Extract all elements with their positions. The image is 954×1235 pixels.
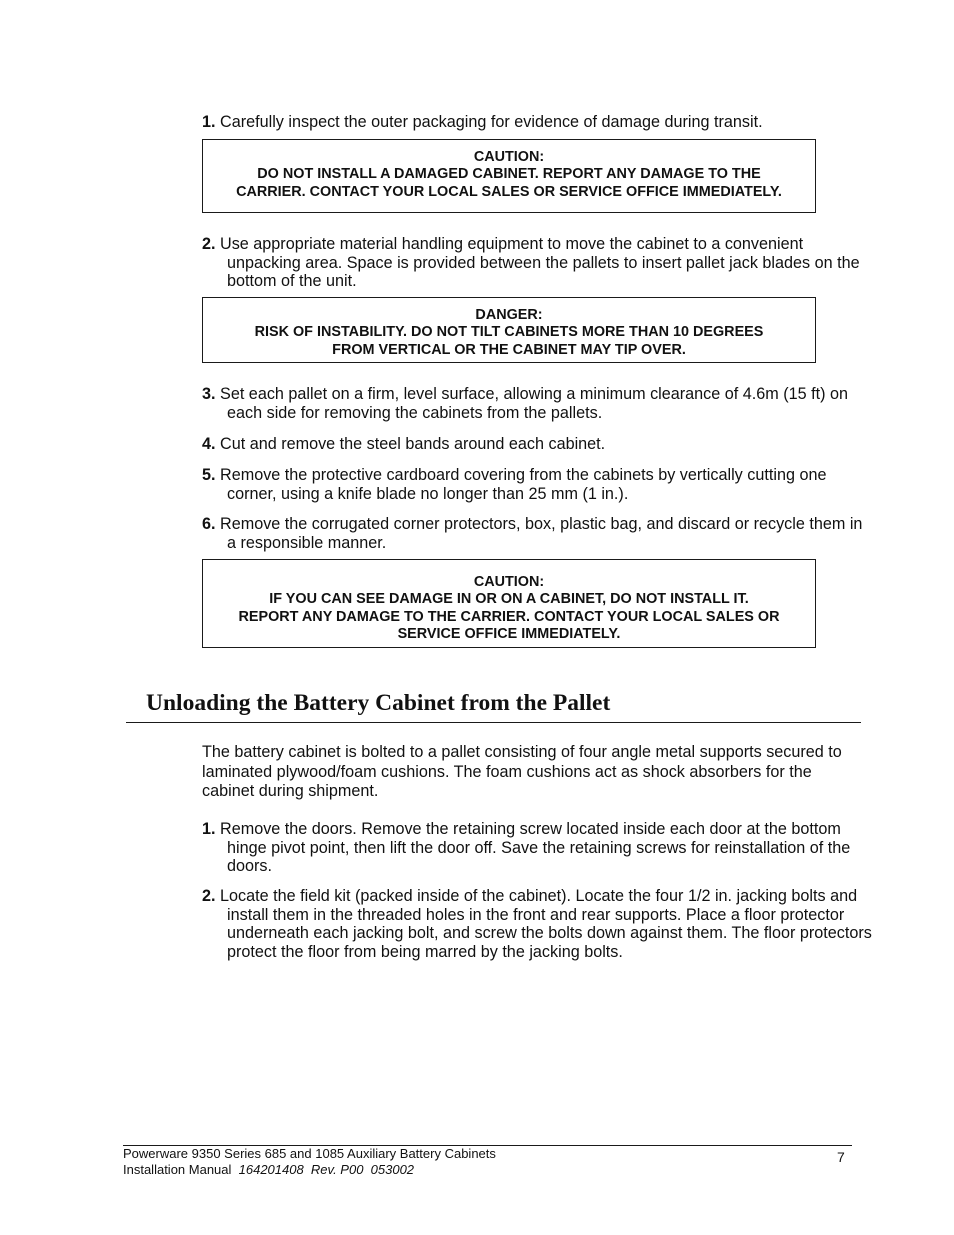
caution-line: CARRIER. CONTACT YOUR LOCAL SALES OR SERVICE OFFICE IMMEDIATELY. (236, 183, 782, 200)
page-number: 7 (837, 1149, 845, 1165)
caution-line: DO NOT INSTALL A DAMAGED CABINET. REPORT ANY DAMAGE TO THE (257, 166, 761, 183)
step-1 (202, 113, 872, 132)
step-4 (202, 435, 872, 454)
step-2 (202, 235, 872, 291)
footer-title: Powerware 9350 Series 685 and 1085 Auxiliary Battery Cabinets (123, 1146, 496, 1161)
danger-title: DANGER: (475, 307, 543, 323)
step-number: 1. (202, 820, 216, 838)
footer-doc-info (123, 1162, 496, 1178)
step-number: 2. (202, 887, 216, 905)
step-text: Locate the field kit (packed inside of the cabinet). Locate the four 1/2 in. jacking bolts and install them in the threaded holes in the front and rear supports. Place a floor protector underneath each jacking bolt, and screw the bolts down against them. The floor protectors protect the floor from being marred by the jacking bolts. (220, 887, 872, 961)
step-6 (202, 515, 872, 552)
caution-title: CAUTION: (473, 149, 545, 165)
step-5 (202, 466, 872, 503)
step-text: Remove the doors. Remove the retaining screw located inside each door at the bottom hinge pivot point, then lift the door off. Save the retaining screws for reinstallation of the doors. (220, 820, 851, 876)
danger-line: RISK OF INSTABILITY. DO NOT TILT CABINETS MORE THAN 10 DEGREES (254, 324, 764, 341)
step-text: Use appropriate material handling equipment to move the cabinet to a convenient unpacking area. Space is provided between the pallets to insert pallet jack blades on the bottom of the unit. (220, 235, 860, 291)
step-number: 3. (202, 385, 216, 403)
step-number: 1. (202, 113, 216, 131)
step-text: Set each pallet on a firm, level surface, allowing a minimum clearance of 4.6m (15 ft) on each side for removing the cabinets from the pallets. (220, 385, 849, 422)
danger-box (202, 297, 816, 363)
step-3 (202, 385, 872, 422)
caution-line: IF YOU CAN SEE DAMAGE IN OR ON A CABINET, DO NOT INSTALL IT. (269, 591, 749, 608)
footer-manual-label: Installation Manual (123, 1161, 239, 1177)
footer-part-number: 164201408 Rev. P00 053002 (238, 1161, 415, 1177)
caution-line: SERVICE OFFICE IMMEDIATELY. (397, 626, 621, 643)
step-text: Remove the protective cardboard covering from the cabinets by vertically cutting one corner, using a knife blade no longer than 25 mm (1 in.). (220, 466, 827, 503)
caution-box-1 (202, 139, 816, 213)
section-heading: Unloading the Battery Cabinet from the Pallet (146, 690, 611, 716)
section-divider (126, 722, 861, 723)
caution-line: REPORT ANY DAMAGE TO THE CARRIER. CONTACT YOUR LOCAL SALES OR (238, 608, 780, 625)
step-text: Carefully inspect the outer packaging for evidence of damage during transit. (220, 113, 763, 131)
danger-line: FROM VERTICAL OR THE CABINET MAY TIP OVER. (332, 341, 686, 358)
step-number: 4. (202, 435, 216, 453)
step-number: 2. (202, 235, 216, 253)
caution-box-2 (202, 559, 816, 648)
caution-title: CAUTION: (473, 574, 545, 590)
step-number: 5. (202, 466, 216, 484)
step-text: Cut and remove the steel bands around each cabinet. (220, 435, 606, 453)
unload-step-2 (202, 887, 872, 961)
step-number: 6. (202, 515, 216, 533)
footer-text (123, 1146, 496, 1177)
unload-step-1 (202, 820, 872, 876)
intro-paragraph: The battery cabinet is bolted to a pallet consisting of four angle metal supports secured to laminated plywood/foam cushions. The foam cushions act as shock absorbers for the cabinet during shipment. (202, 743, 842, 800)
step-text: Remove the corrugated corner protectors, box, plastic bag, and discard or recycle them in a responsible manner. (220, 515, 863, 552)
